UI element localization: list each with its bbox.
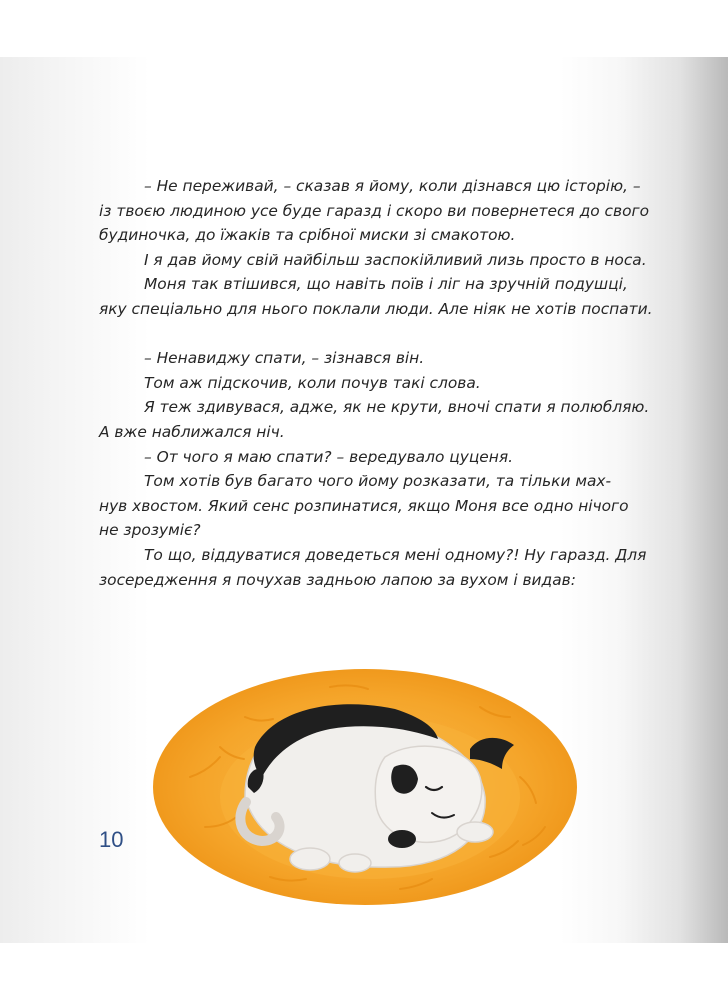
dog-front-paw bbox=[457, 822, 493, 842]
text-line: То що, віддуватися доведеться мені одному?! Ну гаразд. Для bbox=[144, 545, 647, 564]
paragraph-gap bbox=[99, 322, 659, 347]
text-line: Я теж здивувася, адже, як не крути, вночі спати я полюбляю. bbox=[144, 398, 650, 417]
text-line: Том аж підскочив, коли почув такі слова. bbox=[144, 373, 481, 392]
page-number: 10 bbox=[99, 827, 124, 852]
text-line: – Ненавиджу спати, – зізнався він. bbox=[144, 349, 425, 368]
text-line: зосередження я почухав задньою лапою за вухом і видав: bbox=[99, 570, 576, 589]
text-line: із твоєю людиною усе буде гаразд і скоро ви повернетеся до свого bbox=[99, 201, 649, 220]
dog-nose bbox=[388, 830, 416, 848]
text-line: – Не переживай, – сказав я йому, коли дізнався цю історію, – bbox=[144, 177, 641, 195]
story-text bbox=[99, 174, 659, 592]
text-line: І я дав йому свій найбільш заспокійливий лизь просто в носа. bbox=[144, 250, 647, 269]
text-line: А вже наближался ніч. bbox=[99, 422, 285, 441]
text-line: нув хвостом. Який сенс розпинатися, якщо Моня все одно нічого bbox=[99, 496, 629, 515]
text-line: яку спеціально для нього поклали люди. Але ніяк не хотів поспати. bbox=[99, 299, 653, 318]
text-line: Моня так втішився, що навіть поїв і ліг на зручній подушці, bbox=[144, 275, 628, 294]
dog-hind-paw bbox=[290, 848, 330, 870]
text-line: – От чого я маю спати? – вередувало цуценя. bbox=[144, 447, 513, 466]
book-page bbox=[0, 57, 728, 943]
dog-paw-pad bbox=[339, 854, 371, 872]
text-line: будиночка, до їжаків та срібної миски зі смакотою. bbox=[99, 226, 516, 245]
sleeping-dog-illustration bbox=[150, 627, 590, 927]
text-line: Том хотів був багато чого йому розказати, та тільки мах- bbox=[144, 472, 612, 491]
text-line: не зрозуміє? bbox=[99, 521, 201, 540]
